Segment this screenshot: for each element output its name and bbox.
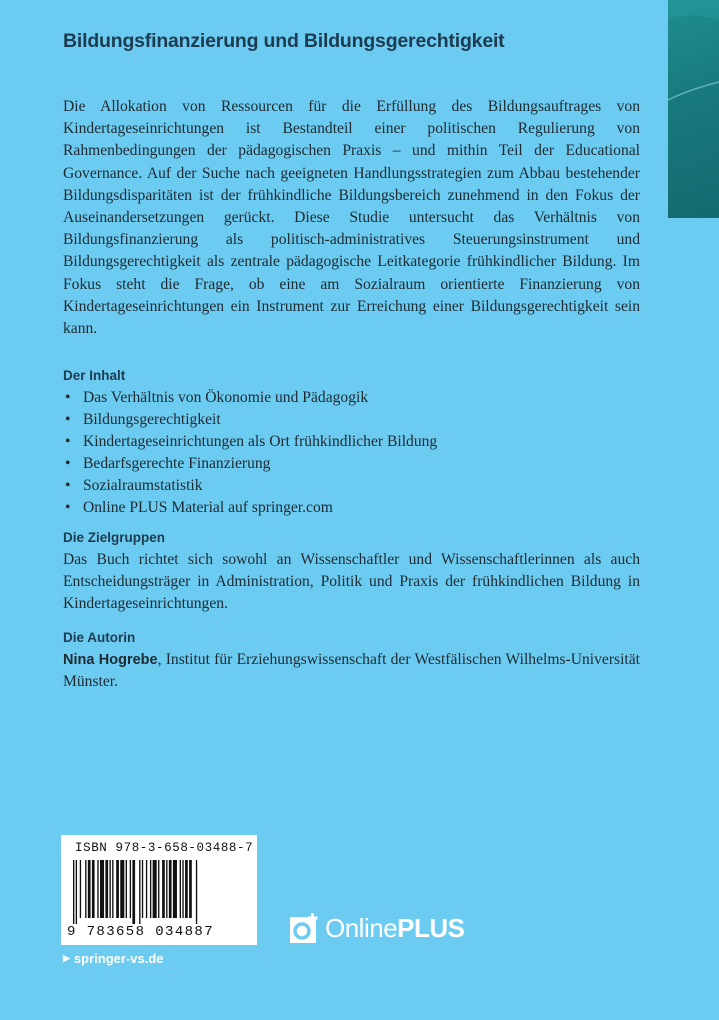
arrow-right-icon: ▶ [63, 953, 70, 963]
audience-heading: Die Zielgruppen [63, 530, 166, 545]
contents-section [63, 368, 640, 519]
contents-list [63, 387, 640, 519]
contents-heading: Der Inhalt [63, 368, 126, 383]
barcode-box [61, 835, 257, 945]
list-item: • Bedarfsgerechte Finanzierung [65, 455, 271, 472]
online-plus-logo [290, 908, 465, 948]
audience-section [63, 530, 640, 616]
list-item: • Online PLUS Material auf springer.com [65, 499, 333, 516]
author-bio [63, 649, 640, 693]
book-description: Die Allokation von Ressourcen für die Erfüllung des Bildungsauftrages von Kindertageseinrichtungen ist Bestandteil einer politischen Regulierung von Rahmenbedingungen der pädagogischen Praxis – und mithin Teil der Educational Governance. Auf der Suche nach geeigneten Handlungsstrategien zum Abbau bestehender Bildungsdisparitäten ist der frühkindliche Bildungsbereich zunehmend in den Fokus der Auseinandersetzungen gerückt. Diese Studie untersucht das Verhältnis von Bildungsfinanzierung als politisch-administratives Steuerungsinstrument und Bildungsgerechtigkeit als zentrale pädagogische Leitkategorie frühkindlicher Bildung. Im Fokus steht die Frage, ob eine am Sozialraum orientierte Finanzierung von Kindertageseinrichtungen ein Instrument zur Erreichung einer Bildungsgerechtigkeit sein kann. [63, 98, 640, 338]
online-plus-icon [290, 913, 320, 943]
list-item: • Sozialraumstatistik [65, 477, 203, 494]
isbn-label: ISBN 978-3-658-03488-7 [75, 841, 254, 855]
barcode-icon [69, 860, 249, 924]
decorative-accent-band [668, 0, 719, 218]
list-item: • Das Verhältnis von Ökonomie und Pädagogik [65, 389, 369, 406]
author-section [63, 630, 640, 693]
online-plus-text: OnlinePLUS [325, 912, 465, 943]
barcode-digits: 9 783658 034887 [67, 924, 215, 940]
publisher-website[interactable] [63, 951, 164, 966]
list-item: • Kindertageseinrichtungen als Ort frühkindlicher Bildung [65, 433, 438, 450]
author-affiliation: , Institut für Erziehungswissenschaft der Westfälischen Wilhelms-Universität Münster. [63, 651, 641, 691]
book-title: Bildungsfinanzierung und Bildungsgerechtigkeit [63, 30, 505, 52]
author-heading: Die Autorin [63, 630, 136, 645]
website-url[interactable]: springer-vs.de [73, 951, 164, 966]
author-name: Nina Hogrebe [63, 652, 158, 668]
list-item: • Bildungsgerechtigkeit [65, 411, 221, 428]
audience-text: Das Buch richtet sich sowohl an Wissenschaftler und Wissenschaftlerinnen als auch Entscheidungsträger in Administration, Politik und Praxis der frühkindlichen Bildung in Kindertageseinrichtungen. [63, 551, 640, 613]
